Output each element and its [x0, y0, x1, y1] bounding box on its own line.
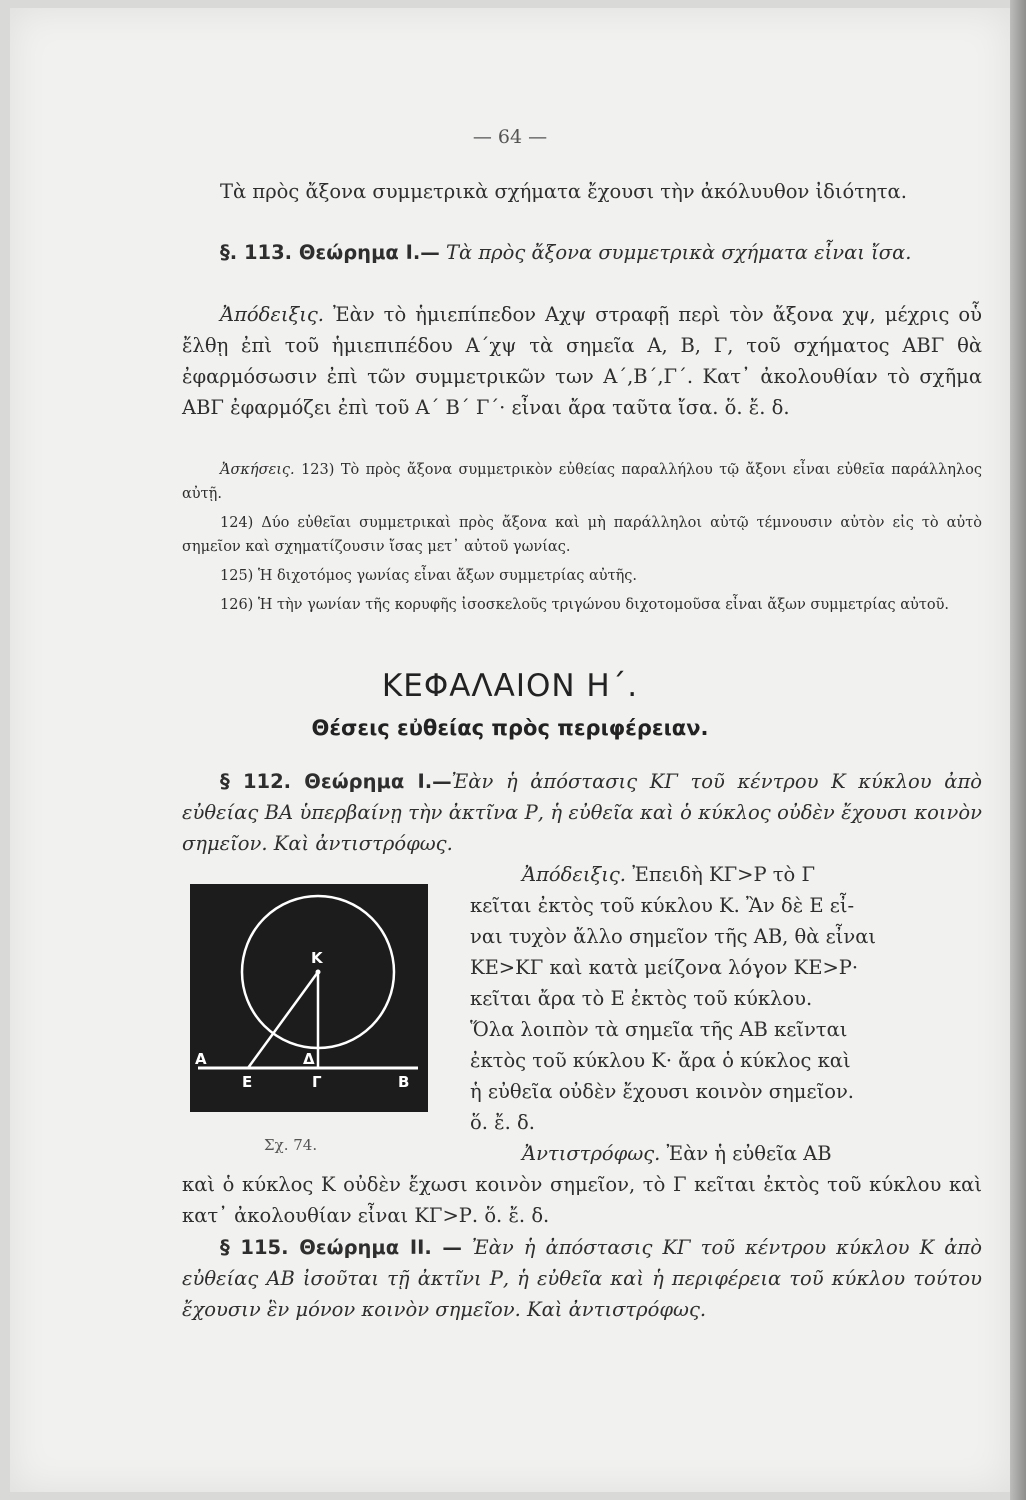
- page-edge: [1010, 0, 1026, 1500]
- proof-112-first-text: Ἐπειδὴ ΚΓ>Ρ τὸ Γ: [626, 863, 816, 886]
- converse-112-first-text: Ἐὰν ἡ εὐθεῖα ΑΒ: [660, 1142, 832, 1165]
- proof-113-label: Ἀπόδειξις.: [220, 303, 324, 326]
- proof-112-line: ὅ. ἔ. δ.: [470, 1111, 535, 1134]
- converse-112-first-line: [522, 1138, 982, 1169]
- exercises-label: Ἀσκήσεις.: [220, 462, 295, 478]
- proof-112-body: [470, 890, 982, 1138]
- label-e: Ε: [242, 1073, 253, 1091]
- proof-112-line: Ὅλα λοιπὸν τὰ σημεῖα τῆς ΑΒ κεῖνται: [470, 1018, 848, 1041]
- theorem-115-number: § 115. Θεώρημα ΙΙ. —: [220, 1236, 462, 1259]
- converse-112-label: Ἀντιστρόφως.: [522, 1142, 661, 1165]
- exercise-125: 125) Ἡ διχοτόμος γωνίας εἶναι ἄξων συμμετρίας αὐτῆς.: [220, 568, 638, 584]
- label-d: Δ: [303, 1050, 315, 1068]
- label-k: Κ: [311, 949, 323, 967]
- proof-113-text: Ἐὰν τὸ ἡμιεπίπεδον Αχψ στραφῇ περὶ τὸν ἄξονα χψ, μέχρις οὗ ἔλθῃ ἐπὶ τοῦ ἡμιεπιπέδου Α΄χψ τὰ σημεῖα Α, Β, Γ, τοῦ σχήματος ΑΒΓ θὰ ἐφαρμόσωσιν ἐπὶ τῶν συμμετρικῶν των Α΄,Β΄,Γ΄. Κατ᾽ ἀκολουθίαν τὸ σχῆμα ΑΒΓ ἐφαρμόζει ἐπὶ τοῦ Α΄ Β΄ Γ΄· εἶναι ἄρα ταῦτα ἴσα. ὅ. ἔ. δ.: [182, 303, 982, 419]
- exercises-block: [182, 458, 982, 617]
- figure-74: [190, 884, 428, 1112]
- proof-112-line: ΚΕ>ΚΓ καὶ κατὰ μείζονα λόγον ΚΕ>Ρ·: [470, 956, 859, 979]
- exercise-123-text: 123) Τὸ πρὸς ἄξονα συμμετρικὸν εὐθείας παραλλήλου τῷ ἄξονι εἶναι εὐθεῖα παράλληλος αὐτῇ.: [182, 462, 982, 502]
- theorem-113: [182, 237, 982, 268]
- theorem-112: [182, 766, 982, 859]
- proof-112-line: ναι τυχὸν ἄλλο σημεῖον τῆς ΑΒ, θὰ εἶναι: [470, 925, 877, 948]
- page-number: — 64 —: [472, 126, 548, 148]
- theorem-112-statement: Ἐὰν ἡ ἀπόστασις ΚΓ τοῦ κέντρου Κ κύκλου ἀπὸ εὐθείας ΒΑ ὑπερβαίνῃ τὴν ἀκτῖνα Ρ, ἡ εὐθεῖα καὶ ὁ κύκλος οὐδὲν ἔχουσι κοινὸν σημεῖον. Καὶ ἀντιστρόφως.: [182, 770, 983, 855]
- center-k: [316, 970, 321, 975]
- theorem-112-number: § 112. Θεώρημα Ι.—: [220, 770, 452, 793]
- intro-paragraph: Τὰ πρὸς ἄξονα συμμετρικὰ σχήματα ἔχουσι τὴν ἀκόλυυθον ἰδιότητα.: [220, 180, 907, 203]
- proof-112-line: ἐκτὸς τοῦ κύκλου Κ· ἄρα ὁ κύκλος καὶ: [470, 1049, 851, 1072]
- chapter-subtitle: Θέσεις εὐθείας πρὸς περιφέρειαν.: [311, 716, 709, 740]
- theorem-113-number: §. 113. Θεώρημα Ι.—: [220, 241, 440, 264]
- proof-112-first-line: [522, 859, 982, 890]
- theorem-115: [182, 1232, 982, 1325]
- converse-112-rest: καὶ ὁ κύκλος Κ οὐδὲν ἔχωσι κοινὸν σημεῖον, τὸ Γ κεῖται ἐκτὸς τοῦ κύκλου καὶ κατ᾽ ἀκολουθίαν εἶναι ΚΓ>Ρ. ὅ. ἔ. δ.: [182, 1173, 982, 1227]
- figure-caption: Σχ. 74.: [264, 1136, 318, 1154]
- theorem-115-statement: Ἐὰν ἡ ἀπόστασις ΚΓ τοῦ κέντρου κύκλου Κ ἀπὸ εὐθείας ΑΒ ἰσοῦται τῇ ἀκτῖνι Ρ, ἡ εὐθεῖα καὶ ἡ περιφέρεια τοῦ κύκλου τούτου ἔχουσιν ἓν μόνον κοινὸν σημεῖον. Καὶ ἀντιστρόφως.: [182, 1236, 982, 1321]
- proof-112-label: Ἀπόδειξις.: [522, 863, 626, 886]
- book-page: [10, 8, 1010, 1492]
- proof-113: [182, 299, 982, 423]
- exercise-124: 124) Δύο εὐθεῖαι συμμετρικαὶ πρὸς ἄξονα καὶ μὴ παράλληλοι αὐτῷ τέμνουσιν αὐτὸν εἰς τὸ αὐτὸ σημεῖον καὶ σχηματίζουσιν ἴσας μετ᾽ αὐτοῦ γωνίας.: [182, 515, 982, 555]
- figure-74-drawing: [190, 884, 428, 1112]
- theorem-113-statement: Τὰ πρὸς ἄξονα συμμετρικὰ σχήματα εἶναι ἴσα.: [439, 241, 912, 264]
- label-a: Α: [195, 1050, 207, 1068]
- label-b: Β: [398, 1073, 410, 1091]
- exercise-123: [182, 458, 982, 506]
- exercise-126: 126) Ἡ τὴν γωνίαν τῆς κορυφῆς ἰσοσκελοῦς τριγώνου διχοτομοῦσα εἶναι ἄξων συμμετρίας αὐτοῦ.: [220, 597, 950, 613]
- proof-112-line: ἡ εὐθεῖα οὐδὲν ἔχουσι κοινὸν σημεῖον.: [470, 1080, 855, 1103]
- label-g: Γ: [312, 1073, 322, 1091]
- proof-112-line: κεῖται ἐκτὸς τοῦ κύκλου Κ. Ἂν δὲ Ε εἶ-: [470, 894, 855, 917]
- chapter-title: ΚΕΦΑΛΑΙΟΝ Η΄.: [381, 668, 639, 704]
- proof-112-line: κεῖται ἄρα τὸ Ε ἐκτὸς τοῦ κύκλου.: [470, 987, 813, 1010]
